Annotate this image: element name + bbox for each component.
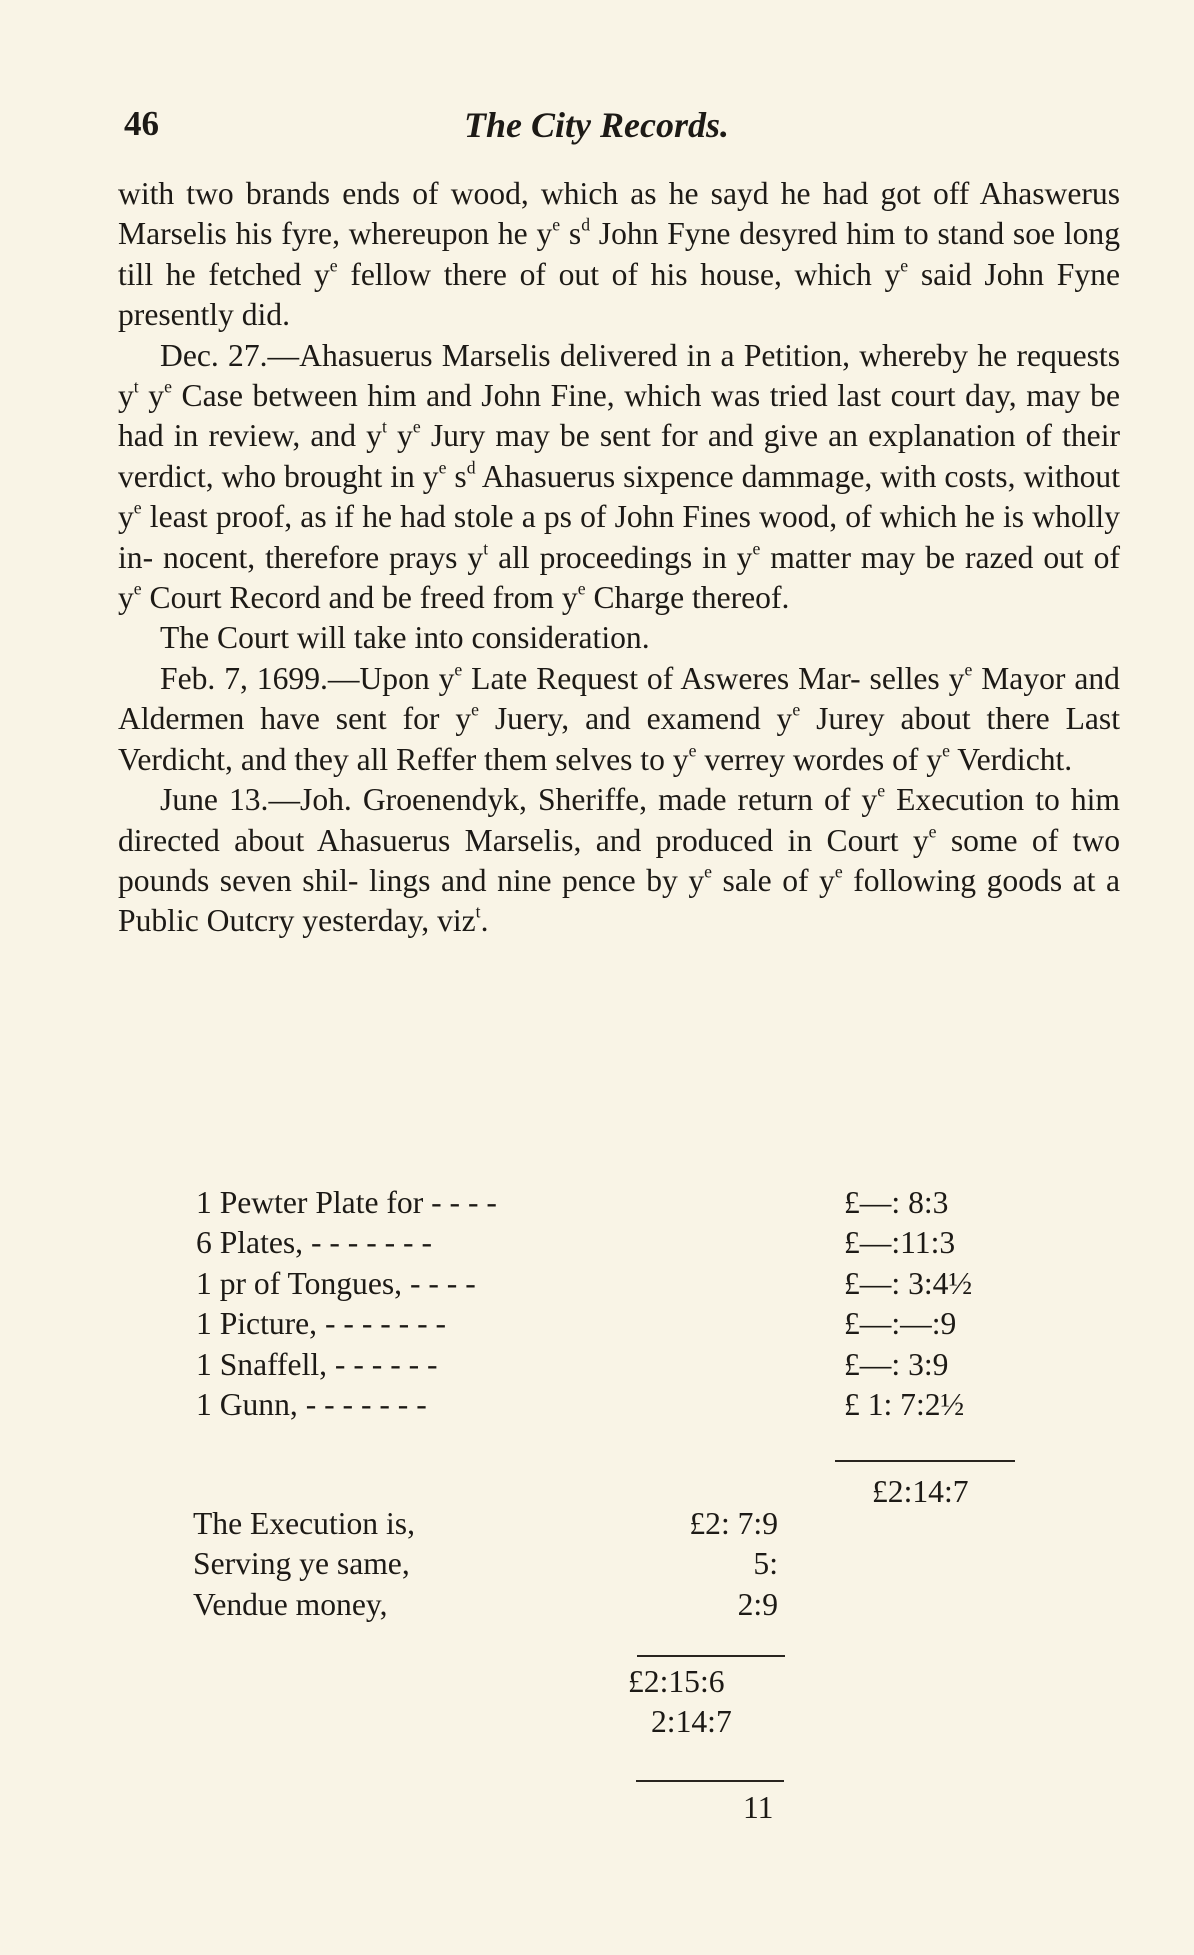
text-run: Mayor and Aldermen have sent for y bbox=[118, 660, 1120, 737]
text-run: y bbox=[386, 418, 413, 454]
superscript: t bbox=[475, 902, 481, 923]
text-run: verrey wordes of y bbox=[696, 741, 943, 777]
text-run: Juery, and examend y bbox=[478, 701, 793, 737]
text-run: fellow there of out of his house, which y bbox=[337, 256, 901, 292]
goods-item-name: 1 Picture, - - - - - - - bbox=[196, 1306, 447, 1342]
charge-row bbox=[193, 1544, 793, 1584]
charge-amount: 2:9 bbox=[737, 1586, 778, 1622]
goods-item-name: 1 Pewter Plate for - - - - bbox=[196, 1185, 497, 1220]
charge-label: Vendue money, bbox=[193, 1586, 388, 1622]
superscript: e bbox=[471, 700, 479, 721]
goods-row bbox=[196, 1345, 1026, 1385]
charge-label: The Execution is, bbox=[193, 1506, 415, 1541]
superscript: e bbox=[438, 457, 447, 478]
superscript: e bbox=[900, 255, 909, 276]
body-text bbox=[118, 174, 1120, 942]
goods-item-amount: £ 1: 7:2½ bbox=[844, 1386, 965, 1422]
superscript: e bbox=[834, 861, 843, 882]
text-run: June 13.—Joh. Groenendyk, Sheriffe, made return of y bbox=[160, 782, 878, 818]
superscript: e bbox=[877, 780, 886, 801]
text-run: s bbox=[560, 216, 582, 252]
charges-total-rule bbox=[637, 1655, 785, 1657]
text-run: Jurey about there Last Verdicht, and they all Reffer them selves to y bbox=[118, 701, 1120, 777]
superscript: e bbox=[164, 376, 172, 397]
goods-item-amount: £—: 8:3 bbox=[844, 1185, 949, 1220]
superscript: t bbox=[483, 538, 489, 559]
charges-total: £2:15:6 bbox=[628, 1664, 725, 1699]
superscript: e bbox=[454, 659, 463, 680]
superscript: e bbox=[964, 659, 973, 680]
goods-item-amount: £—: 3:4½ bbox=[844, 1265, 973, 1301]
text-run: Court Record and be freed from y bbox=[141, 580, 578, 616]
text-run: all proceedings in y bbox=[488, 539, 753, 575]
text-run: Ahasuerus sixpence dammage, with costs, without y bbox=[118, 458, 1120, 535]
charge-row bbox=[193, 1504, 793, 1544]
paragraph bbox=[118, 659, 1120, 780]
goods-item-amount: £—:11:3 bbox=[844, 1225, 956, 1261]
running-title: The City Records. bbox=[464, 105, 729, 145]
goods-row bbox=[196, 1264, 1026, 1304]
text-run: Execution to him directed about Ahasuerus Marselis, and produced in Court y bbox=[118, 782, 1121, 858]
charge-label: Serving ye same, bbox=[193, 1546, 410, 1582]
text-run: s bbox=[446, 458, 467, 494]
goods-item-name: 1 Snaffell, - - - - - - bbox=[196, 1346, 438, 1382]
text-run: matter may be razed out of y bbox=[118, 539, 1120, 616]
paragraph bbox=[118, 780, 1120, 942]
superscript: e bbox=[704, 861, 713, 882]
goods-item-amount: £—: 3:9 bbox=[844, 1346, 949, 1382]
charge-amount: £2: 7:9 bbox=[689, 1506, 778, 1541]
goods-item-name: 1 pr of Tongues, - - - - bbox=[196, 1265, 476, 1301]
goods-total: £2:14:7 bbox=[872, 1474, 969, 1509]
superscript: e bbox=[688, 740, 697, 761]
superscript: e bbox=[792, 700, 801, 721]
balance-amount: 11 bbox=[743, 1790, 774, 1825]
goods-list bbox=[196, 1183, 1026, 1425]
superscript: e bbox=[577, 578, 586, 599]
text-run: least proof, as if he had stole a ps of John Fines wood, of which he is wholly in- nocent, therefore prays y bbox=[118, 499, 1120, 575]
goods-row bbox=[196, 1223, 1026, 1263]
text-run: Verdicht. bbox=[949, 741, 1073, 777]
text-run: Late Request of Asweres Mar- selles y bbox=[462, 660, 965, 696]
goods-item-amount: £—:—:9 bbox=[844, 1306, 957, 1342]
goods-item-name: 6 Plates, - - - - - - - bbox=[196, 1225, 432, 1261]
text-run: . bbox=[480, 903, 489, 939]
charge-row bbox=[193, 1585, 793, 1625]
superscript: e bbox=[329, 255, 338, 276]
text-run: Jury may be sent for and give an explanation of their verdict, who brought in y bbox=[118, 418, 1120, 494]
paragraph bbox=[118, 336, 1120, 619]
superscript: e bbox=[412, 417, 421, 438]
text-run: John Fyne desyred him to stand soe long till he fetched y bbox=[118, 216, 1120, 292]
paragraph bbox=[118, 618, 1120, 658]
charge-amount: 5: bbox=[753, 1546, 778, 1582]
superscript: e bbox=[552, 215, 561, 236]
text-run: Feb. 7, 1699.—Upon y bbox=[160, 660, 455, 696]
superscript: e bbox=[942, 740, 950, 761]
superscript: e bbox=[133, 497, 142, 518]
balance-rule bbox=[636, 1780, 784, 1782]
text-run: some of two pounds seven shil- lings and nine pence by y bbox=[118, 822, 1120, 898]
superscript: t bbox=[381, 417, 387, 438]
superscript: e bbox=[752, 538, 761, 559]
goods-total-rule bbox=[835, 1460, 1015, 1462]
text-run: The Court will take into consideration. bbox=[160, 620, 650, 656]
text-run: said John Fyne presently did. bbox=[118, 256, 1120, 333]
superscript: e bbox=[928, 821, 937, 842]
goods-row bbox=[196, 1183, 1026, 1223]
superscript: d bbox=[466, 457, 476, 478]
page-number: 46 bbox=[124, 104, 159, 143]
charges-list bbox=[193, 1504, 793, 1625]
superscript: d bbox=[581, 215, 591, 236]
paragraph bbox=[118, 174, 1120, 336]
text-run: Case between him and John Fine, which was tried last court day, may be had in review, and y bbox=[118, 378, 1120, 454]
goods-item-name: 1 Gunn, - - - - - - - bbox=[196, 1386, 427, 1422]
goods-row bbox=[196, 1304, 1026, 1344]
page-header bbox=[124, 104, 1120, 148]
text-run: y bbox=[138, 378, 165, 414]
text-run: following goods at a Public Outcry yesterday, viz bbox=[118, 862, 1121, 939]
text-run: Dec. 27.—Ahasuerus Marselis delivered in a Petition, whereby he requests y bbox=[118, 337, 1120, 414]
text-run: with two brands ends of wood, which as he sayd he had got off Ahaswerus Marselis his fyre, whereupon he y bbox=[118, 176, 1120, 252]
less-goods-total: 2:14:7 bbox=[651, 1704, 732, 1739]
text-run: sale of y bbox=[712, 862, 835, 898]
text-run: Charge thereof. bbox=[585, 580, 790, 616]
goods-row bbox=[196, 1385, 1026, 1425]
superscript: e bbox=[133, 578, 142, 599]
superscript: t bbox=[133, 376, 139, 397]
